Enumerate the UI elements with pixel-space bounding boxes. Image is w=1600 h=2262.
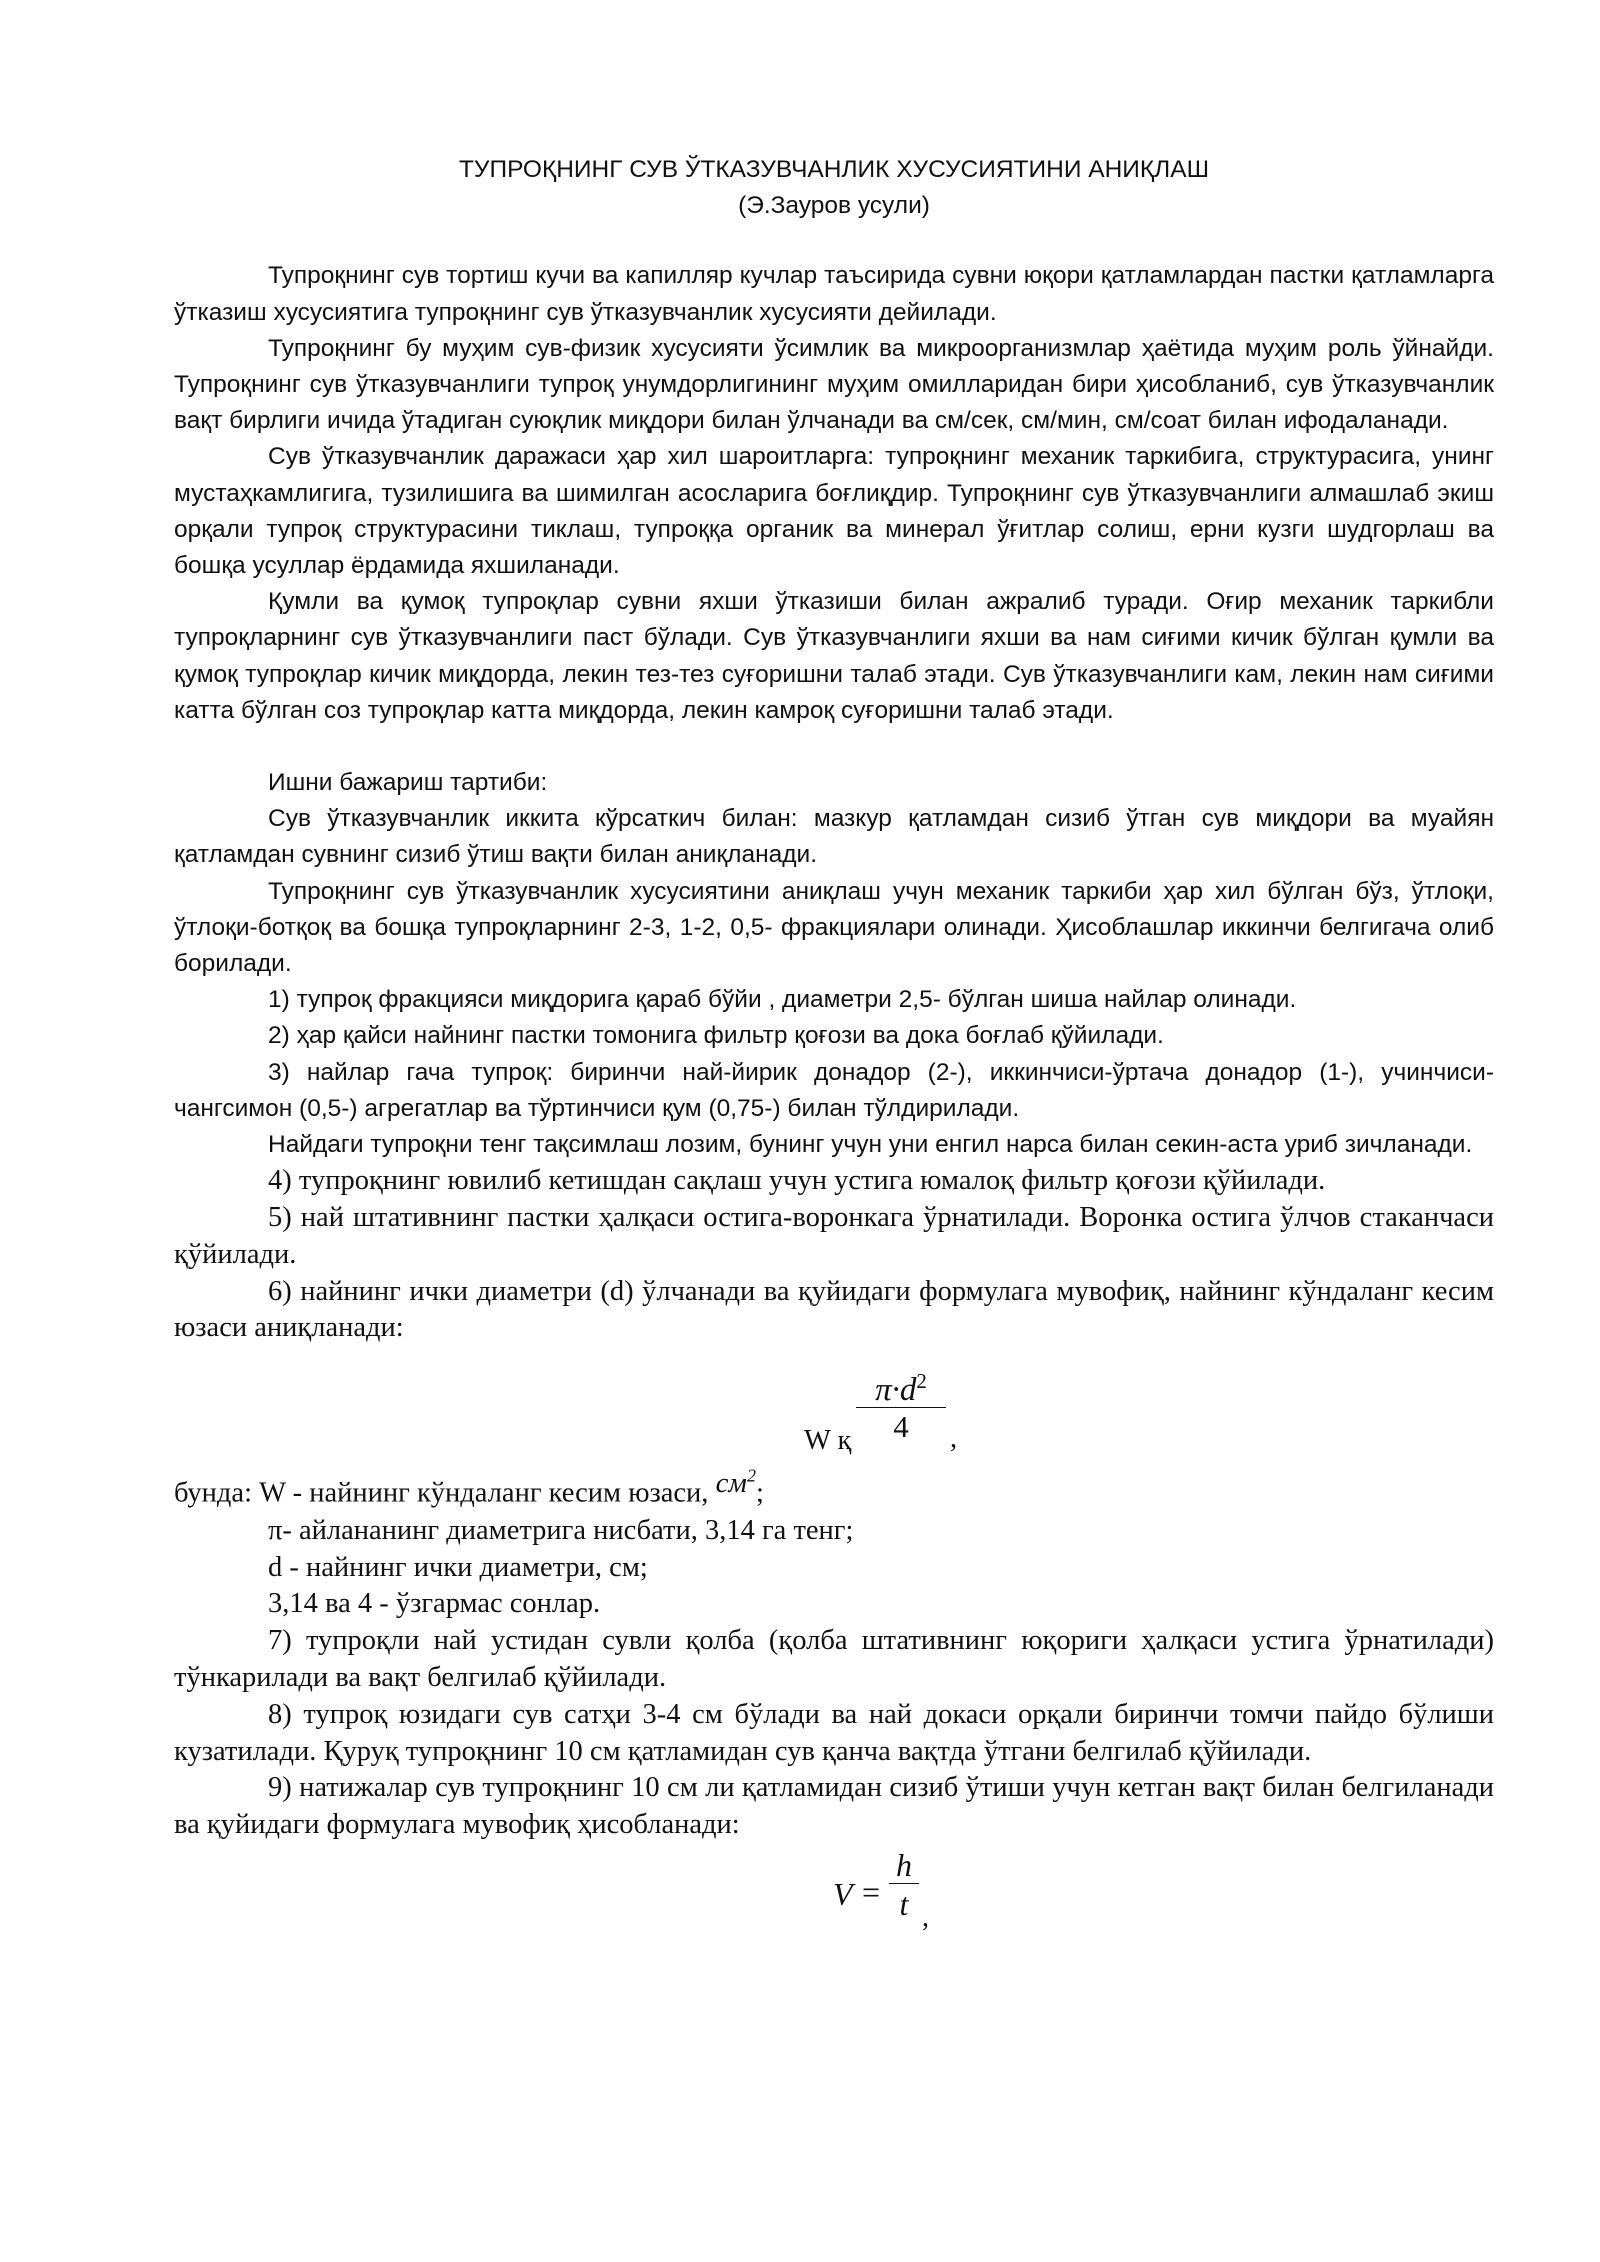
definition-line: 3,14 ва 4 - ўзгармас сонлар. — [268, 1588, 601, 1620]
area-formula — [174, 1357, 1494, 1467]
formula-comma: , — [950, 1423, 958, 1455]
procedure-step: 1) тупроқ фракцияси миқдорига қараб бўйи , диаметри 2,5- бўлган шиша найлар олинади. — [268, 986, 1297, 1014]
intro-section — [174, 258, 1494, 729]
intro-paragraph: Тупроқнинг бу муҳим сув-физик хусусияти ўсимлик ва микроорганизмлар ҳаётида муҳим роль ўйнайди. Тупроқнинг сув ўтказувчанлиги тупроқ унумдорлигининг муҳим омилларидан бири ҳисобланиб, сув ўтказувчанлик вақт бирлиги ичида ўтадиган суюқлик миқдори билан ўлчанади ва см/сек, см/мин, см/соат билан ифодаланади. — [174, 334, 1494, 435]
procedure-paragraph: Тупроқнинг сув ўтказувчанлик хусусиятини аниқлаш учун механик таркиби ҳар хил бўлган бўз, ўтлоқи, ўтлоқи-ботқоқ ва бошқа тупроқларнинг 2-3, 1-2, 0,5- фракциялари олинади. Ҳисоблашлар иккинчи белгигача олиб борилади. — [174, 877, 1494, 978]
formula-numerator: $\pi\cdot d^2$ — [875, 1369, 927, 1409]
procedure-step: 2) ҳар қайси найнинг пастки томонига фильтр қоғози ва дока боғлаб қўйилади. — [268, 1022, 1164, 1050]
formula-lhs: V — [833, 1875, 853, 1912]
document-body — [174, 152, 1494, 1938]
document-title: ТУПРОҚНИНГ СУВ ЎТКАЗУВЧАНЛИК ХУСУСИЯТИНИ АНИҚЛАШ — [458, 156, 1210, 183]
formula-lhs: W қ — [804, 1425, 852, 1457]
fraction-bar — [889, 1883, 919, 1884]
procedure-paragraph: Сув ўтказувчанлик иккита кўрсаткич билан: мазкур қатламдан сизиб ўтган сув миқдори ва муайян қатламдан сувнинг сизиб ўтиш вақти билан аниқланади. — [174, 805, 1494, 869]
procedure-step: 7) тупроқли най устидан сувли қолба (қолба штативнинг юқориги ҳалқаси устига ўрнатилади) тўнкарилади ва вақт белгилаб қўйилади. — [174, 1625, 1494, 1693]
procedure-step: 6) найнинг ички диаметри (d) ўлчанади ва қуйидаги формулага мувофиқ, найнинг кўндаланг кесим юзаси аниқланади: — [174, 1275, 1494, 1344]
unit-cm2: $см^2$ — [715, 1465, 756, 1499]
intro-paragraph: Қумли ва қумоқ тупроқлар сувни яхши ўтказиши билан ажралиб туради. Оғир механик таркибли тупроқларнинг сув ўтказувчанлиги паст бўлади. Сув ўтказувчанлиги яхши ва нам сиғими кичик бўлган қумли ва қумоқ тупроқлар кичик миқдорда, лекин тез-тез суғоришни талаб этади. Сув ўтказувчанлиги кам, лекин нам сиғими катта бўлган соз тупроқлар катта миқдорда, лекин камроқ суғоришни талаб этади. — [174, 588, 1494, 724]
procedure-step: 4) тупроқнинг ювилиб кетишдан сақлаш учун устига юмалоқ фильтр қоғози қўйилади. — [268, 1165, 1326, 1197]
intro-paragraph: Сув ўтказувчанлик даражаси ҳар хил шароитларга: тупроқнинг механик таркибига, структурасига, унинг мустаҳкамлигига, тузилишига ва шимилган асосларига боғлиқдир. Тупроқнинг сув ўтказувчанлиги алмашлаб экиш орқали тупроқ структурасини тиклаш, тупроққа органик ва минерал ўғитлар солиш, ерни кузги шудгорлаш ва бошқа усуллар ёрдамида яхшиланади. — [174, 443, 1494, 580]
formula-equals: = — [862, 1873, 881, 1910]
formula-fraction — [889, 1848, 919, 1921]
intro-paragraph: Тупроқнинг сув тортиш кучи ва капилляр кучлар таъсирида сувни юқори қатламлардан пастки қатламларга ўтказиш хусусиятига тупроқнинг сув ўтказувчанлик хусусияти дейилади. — [174, 262, 1494, 326]
formula-denominator: t — [899, 1885, 909, 1922]
definition-line: π- айлананинг диаметрига нисбати, 3,14 га тенг; — [268, 1514, 854, 1546]
formula-fraction — [856, 1357, 946, 1445]
procedure-paragraph: Найдаги тупроқни тенг тақсимлаш лозим, бунинг учун уни енгил нарса билан секин-аста уриб зичланади. — [268, 1131, 1473, 1159]
procedure-section — [174, 765, 1494, 1163]
where-line: бунда: W - найнинг кўндаланг кесим юзаси, $см^2$; — [174, 1465, 764, 1509]
procedure-step: 8) тупроқ юзидаги сув сатҳи 3-4 см бўлади ва най докаси орқали биринчи томчи пайдо бўлиши кузатилади. Қуруқ тупроқнинг 10 см қатламидан сув қанча вақтда ўтгани белгилаб қўйилади. — [174, 1698, 1494, 1767]
procedure-step: 5) най штативнинг пастки ҳалқаси остига-воронкага ўрнатилади. Воронка остига ўлчов стаканчаси қўйилади. — [174, 1202, 1494, 1270]
procedure-steps-serif — [174, 1163, 1494, 1938]
formula-exponent: 2 — [916, 1369, 927, 1394]
procedure-heading: Ишни бажариш тартиби: — [268, 769, 548, 797]
formula-denominator: 4 — [893, 1409, 909, 1445]
velocity-formula — [174, 1848, 1494, 1938]
procedure-step: 3) найлар гача тупроқ: биринчи най-йирик донадор (2-), иккинчиси-ўртача донадор (1-), учинчиси-чангсимон (0,5-) агрегатлар ва тўртинчиси қум (0,75-) билан тўлдирилади. — [174, 1058, 1494, 1122]
formula-numerator: h — [896, 1846, 912, 1883]
formula-comma: , — [922, 1901, 929, 1933]
document-subtitle: (Э.Зауров усули) — [738, 192, 930, 220]
procedure-step: 9) натижалар сув тупроқнинг 10 см ли қатламидан сизиб ўтиши учун кетган вақт билан белгиланади ва қуйидаги формулага мувофиқ ҳисобланади: — [174, 1772, 1494, 1841]
definition-line: d - найнинг ички диаметри, см; — [268, 1551, 648, 1583]
